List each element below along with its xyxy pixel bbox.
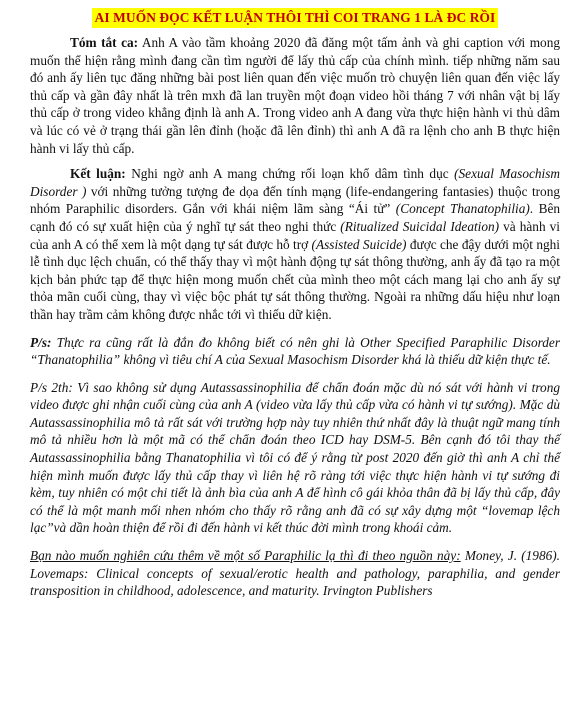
banner-heading: AI MUỐN ĐỌC KẾT LUẬN THÔI THÌ COI TRANG 1 LÀ ĐC RỒI xyxy=(92,8,499,28)
conclusion-term-ritualized-suicidal: (Ritualized Suicidal Ideation) xyxy=(340,218,500,234)
conclusion-text-4: và hành vi của anh A có thể xem là một dạng tự sát được hỗ trợ xyxy=(30,218,560,252)
references-citation: Money, J. (1986). Lovemaps: Clinical concepts of sexual/erotic health and pathology, paraphilia, and gender transposition in childhood, adolescence, and maturity. Irvington Publishers xyxy=(30,548,560,599)
conclusion-text-2: với những tưởng tượng đe dọa đến tính mạng (life-endangering fantasies) thuộc trong nhóm Paraphilic disorders. Gắn với khái niệm lãm sàng “Ái tử” xyxy=(30,183,561,217)
summary-text: Anh A vào tầm khoảng 2020 đã đăng một tấm ảnh và ghi caption với mong muốn thể hiện rằng mình đang cần tìm người để lấy thủ cấp của chính mình. tiếp những năm sau đó anh ấy liên tục đăng những bài post liên quan đến việc muốn trò chuyện liên quan đến việc lấy thủ cấp và gần đây nhất là trên mxh đã lan truyền một đoạn video hồi tháng 7 với nhân vật bị lấy thủ cấp ở trong video khẳng định là anh A. Trong video anh A đang vừa thực hiện hành vi thủ dâm và lúc có vẻ ở trạng thái gần lên đỉnh (hoặc đã lên đỉnh) thì anh A đã ra lệnh cho anh B thực hiện hành vi lấy thủ cấp. xyxy=(30,35,560,156)
ps-note-1 xyxy=(30,334,560,369)
conclusion-text-1: Nghi ngờ anh A mang chứng rối loạn khổ dâm tình dục xyxy=(125,166,455,182)
conclusion-term-thanatophilia: (Concept Thanatophilia) xyxy=(395,201,530,217)
summary-paragraph xyxy=(30,34,560,157)
references-paragraph xyxy=(30,547,560,600)
banner-container xyxy=(30,8,560,28)
conclusion-label: Kết luận: xyxy=(70,166,126,182)
conclusion-term-assisted-suicide: (Assisted Suicide) xyxy=(311,236,407,252)
summary-label: Tóm tắt ca: xyxy=(70,35,139,50)
conclusion-text-3: . Bên cạnh đó có sự xuất hiện của ý nghĩ tự sát theo nghi thức xyxy=(30,201,560,234)
references-lead: Bạn nào muốn nghiên cứu thêm về một số Paraphilic lạ thì đi theo nguồn này: xyxy=(30,548,461,564)
conclusion-paragraph xyxy=(30,165,560,323)
ps-label: P/s: xyxy=(30,334,52,350)
conclusion-term-sexual-masochism: (Sexual Masochism Disorder ) xyxy=(30,166,561,199)
ps-note-1-text: Thực ra cũng rất là đắn đo không biết có nên ghi là Other Specified Paraphilic Disorder “Thanatophilia” không vì tiêu chí A của Sexual Masochism Disorder khá là thiếu dữ kiện thực tế. xyxy=(30,334,560,368)
conclusion-text-5: được che đậy dưới một nghi lễ tình dục lệch chuẩn, có thể thấy thay vì một hành động tự sát thông thường, anh ấy đã tạo ra một kịch bản phức tạp để thực hiện mong muốn chết của mình theo một cách mang lại cho anh ấy sự thỏa mãn cuối cùng, thay vì việc bộc phát tự sát thông thường. Ngoài ra những dấu hiệu như loạn thần hay trầm cảm không được nhắc tới vì thiếu dữ kiện. xyxy=(30,236,561,322)
ps-note-2: P/s 2th: Vì sao không sử dụng Autassassinophilia để chẩn đoán mặc dù nó sát với hành vi trong video được ghi nhận cuối cùng của anh A (video vừa lấy thủ cấp vừa có hành vi tự sướng). Mặc dù Autassassinophilia mô tả rất sát với trường hợp này tuy nhiên thứ nhất đây là thuật ngữ mang tính mô tả nhiều hơn là một mã có thể chẩn đoán theo ICD hay DSM-5. Bên cạnh đó tôi thay thế Autassassinophilia bằng Thanatophilia vì tôi có để ý rằng từ post 2020 đến giờ thì anh A chỉ thể hiện mình muốn được lấy thủ cấp thay vì liên hệ rõ ràng tới việc thực hiện hành vi tự sướng đi kèm, tuy nhiên có một chi tiết là ảnh bìa của anh A để hình cô gái khỏa thân đã bị lấy thủ cấp, đây có thể là một manh mối nhen nhóm cho thấy rõ rằng anh đã có sự xây dựng một “lovemap lệch lạc”và dần hoàn thiện để rồi đi đến hành vi kết thúc đời mình trong khoái cảm. xyxy=(30,379,560,536)
